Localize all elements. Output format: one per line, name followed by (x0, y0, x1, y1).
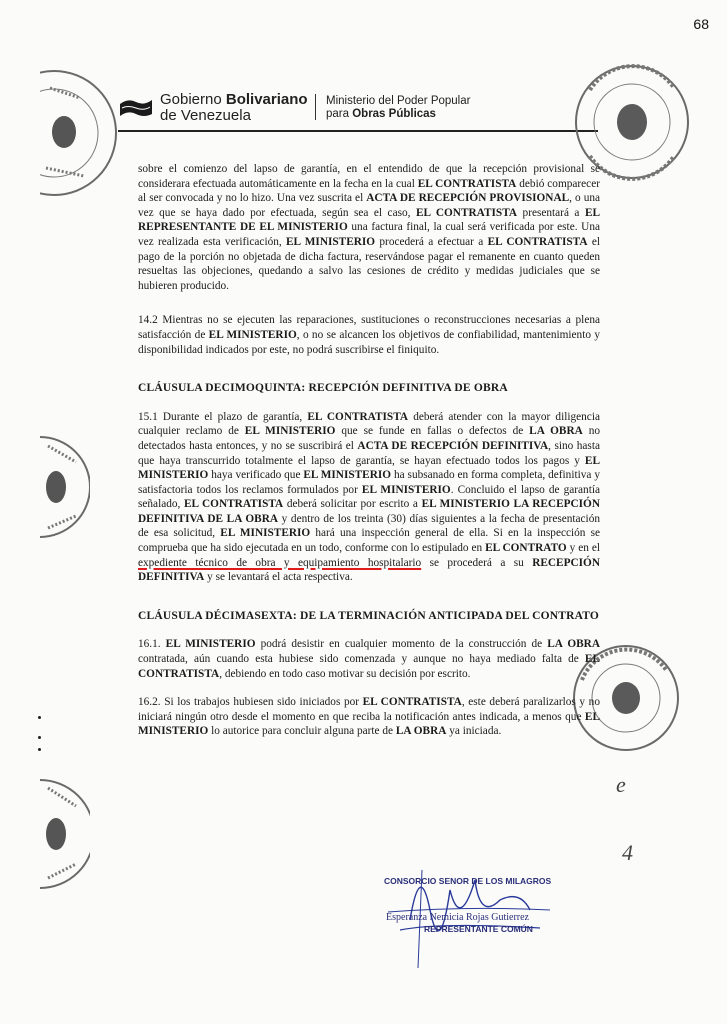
signature-role: REPRESENTANTE COMÚN (424, 924, 533, 934)
header-divider (315, 94, 316, 120)
official-seal-left-bottom (40, 774, 90, 894)
margin-dot (38, 748, 41, 751)
signature-block (380, 850, 560, 970)
ministry-name: Ministerio del Poder Popular para Obras Públicas (326, 95, 471, 120)
page-number: 68 (693, 16, 709, 32)
handwritten-mark: e (616, 772, 626, 797)
clause-16-title: CLÁUSULA DÉCIMASEXTA: DE LA TERMINACIÓN ANTICIPADA DEL CONTRATO (138, 609, 600, 622)
venezuela-flag-icon (118, 96, 154, 118)
paragraph-recepcion-provisional: sobre el comienzo del lapso de garantía, en el entendido de que la recepción provisional se considerara efectuada automáticamente en la fecha en la cual EL CONTRATISTA debió comparecer al ser convocada y no lo hizo. Una vez suscrita el ACTA DE RECEPCIÓN PROVISIONAL, o una vez que se haya dado por efectuada, según sea el caso, EL CONTRATISTA presentará a EL REPRESENTANTE DE EL MINISTERIO una factura final, la cual será verificada por este. Una vez realizada esta verificación, EL MINISTERIO procederá a efectuar a EL CONTRATISTA el pago de la porción no objetada de dicha factura, reservándose pagar el remanente en cuanto queden resueltas las objeciones, quedando a salvo las cesiones de crédito y medidas judiciales que se hubieren producido. (138, 163, 601, 292)
paragraph-15-1: 15.1 Durante el plazo de garantía, EL CONTRATISTA deberá atender con la mayor diligencia cualquier reclamo de EL MINISTERIO que se funde en fallas o defectos de LA OBRA no detectados hasta entonces, y no se suscribirá el ACTA DE RECEPCIÓN DEFINITIVA, sino hasta que haya transcurrido totalmente el lapso de garantía, se hayan efectuado todos los pagos y EL MINISTERIO haya verificado que EL MINISTERIO ha subsanado en forma completa, definitiva y satisfactoria todos los reclamos formulados por EL MINISTERIO. Concluido el lapso de garantía señalado, EL CONTRATISTA deberá solicitar por escrito a EL MINISTERIO LA RECEPCIÓN DEFINITIVA DE LA OBRA y dentro de los treinta (30) días siguientes a la fecha de presentación de esa solicitud, EL MINISTERIO hará una inspección general de ella. Si en la inspección se comprueba que ha sido ejecutada en un todo, conforme con lo estipulado en EL CONTRATO y en el expediente técnico de obra y equipamiento hospitalario se procederá a su RECEPCIÓN DEFINITIVA y se levantará el acta respectiva. (138, 410, 601, 584)
official-seal-left-middle (40, 432, 90, 542)
highlighted-phrase: expediente técnico de obra y equipamiento hospitalario (138, 556, 422, 569)
signature-scribble-icon (380, 850, 560, 970)
handwritten-page-mark: 4 (622, 840, 633, 865)
header-rule (118, 130, 598, 132)
paragraph-16-1: 16.1. EL MINISTERIO podrá desistir en cualquier momento de la construcción de LA OBRA contratada, aún cuando esta hubiese sido comenzada y aunque no haya mediado falta de EL CONTRATISTA, debiendo en todo caso motivar su decisión por escrito. (138, 638, 600, 680)
official-seal-left-top (40, 68, 120, 198)
paragraph-16-2: 16.2. Si los trabajos hubiesen sido iniciados por EL CONTRATISTA, este deberá paralizarlos y no iniciará ningún otro desde el momento en que reciba la notificación antes indicada, a menos que EL MINISTERIO lo autorice para concluir alguna parte de LA OBRA ya iniciada. (138, 696, 600, 738)
signature-name: Esperanza Nemicia Rojas Gutierrez (386, 912, 529, 923)
paragraph-14-2: 14.2 Mientras no se ejecuten las reparaciones, sustituciones o reconstrucciones necesarias a plena satisfacción de EL MINISTERIO, o no se alcancen los objetivos de confiabilidad, mantenimiento y disponibilidad indicados por este, no podrá suscribirse el finiquito. (138, 314, 600, 356)
document-body (138, 162, 600, 753)
clause-15-title: CLÁUSULA DECIMOQUINTA: RECEPCIÓN DEFINITIVA DE OBRA (138, 382, 508, 395)
letterhead (118, 90, 608, 130)
margin-dot (38, 736, 41, 739)
government-name: Gobierno Bolivariano de Venezuela (160, 91, 308, 124)
margin-dot (38, 716, 41, 719)
signature-company: CONSORCIO SENOR DE LOS MILAGROS (384, 876, 552, 886)
